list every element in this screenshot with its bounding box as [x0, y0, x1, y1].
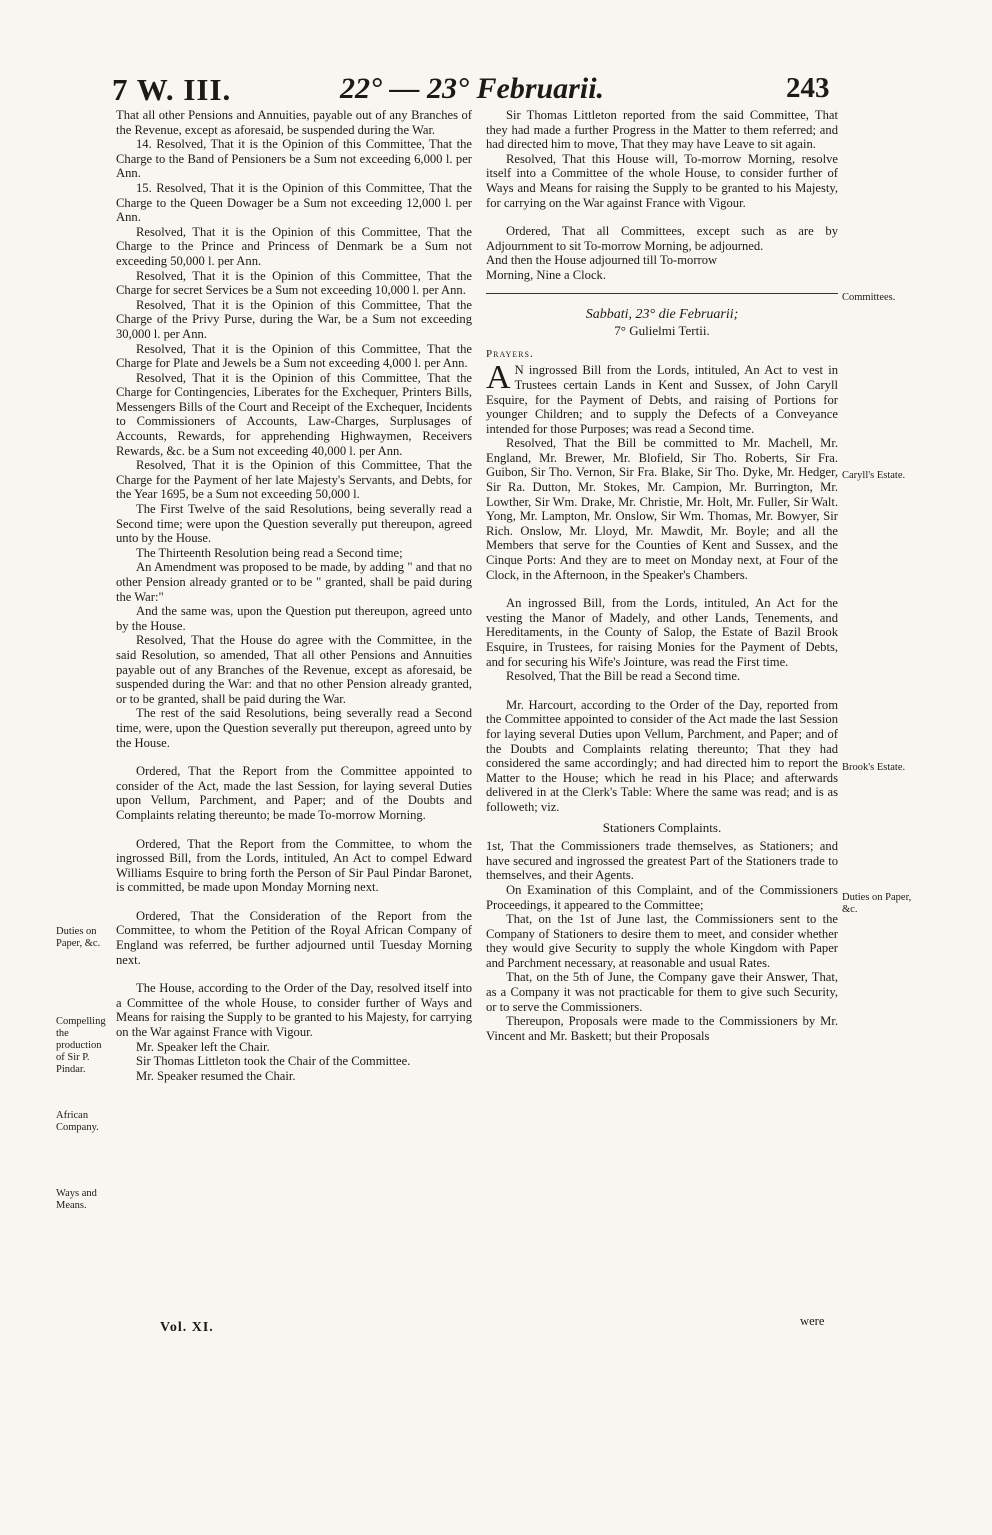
section-divider — [486, 293, 838, 294]
paragraph: Sir Thomas Littleton reported from the said Committee, That they had made a further Progress in the Matter to them referred; and had directed him to move, That they may have Leave to sit again. — [486, 108, 838, 152]
margin-note-caryll-estate: Caryll's Estate. — [842, 470, 906, 481]
margin-note-african-company: African Company. — [56, 1110, 99, 1133]
margin-note-brook-estate: Brook's Estate. — [842, 762, 906, 773]
paragraph: 14. Resolved, That it is the Opinion of this Committee, That the Charge to the Band of Pensioners be a Sum not exceeding 6,000 l. per Ann. — [116, 137, 472, 181]
page-number: 243 — [786, 72, 830, 104]
running-date: 22° — 23° Februarii. — [340, 72, 605, 105]
paragraph: Resolved, That it is the Opinion of this Committee, That the Charge for Plate and Jewels be a Sum not exceeding 4,000 l. per Ann. — [116, 341, 472, 371]
adjournment-line-2: Morning, Nine a Clock. — [486, 267, 606, 282]
paragraph: The Thirteenth Resolution being read a Second time; — [136, 545, 403, 560]
paragraph: The rest of the said Resolutions, being severally read a Second time, were, upon the Question severally put thereupon, agreed unto by the House. — [116, 706, 472, 750]
right-column — [486, 108, 838, 1043]
day-subtitle: 7° Gulielmi Tertii. — [614, 323, 710, 339]
paragraph: Resolved, That it is the Opinion of this Committee, That the Charge for Contingencies, Liberates for the Exchequer, Printers Bills, Messengers Bills of the Court and Receipt of the Exchequer, Incidents to Commissioners of Accounts, Law-Charges, Surplusages of Accounts, Rewards, for apprehending Highwaymen, Receivers Rewards, &c. be a Sum not exceeding 40,000 l. per Ann. — [116, 370, 472, 458]
regnal-year: 7 W. III. — [112, 72, 232, 107]
paragraph-duties-on-paper: Ordered, That the Report from the Committee appointed to consider of the Act, made the last Session, for laying several Duties upon Vellum, Parchment, and Paper; and of the Doubts and Complaints relating thereunto; be made To-morrow Morning. — [116, 764, 472, 822]
paragraph-brook-bill: An ingrossed Bill, from the Lords, intituled, An Act for the vesting the Manor of Madely, and other Lands, Tenements, and Hereditaments, in the County of Salop, the Estate of Bazil Brook Esquire, in Trustees, for raising Monies for the Payment of Debts, and for securing his Wife's Jointure, was read the First time. — [486, 596, 838, 669]
paragraph: Resolved, That this House will, To-morrow Morning, resolve itself into a Committee of the whole House, to consider further of Ways and Means for raising the Supply to be granted to his Majesty, for carrying on the War against France with Vigour. — [486, 151, 838, 210]
paragraph: Mr. Speaker left the Chair. — [136, 1039, 270, 1054]
paragraph: Thereupon, Proposals were made to the Commissioners by Mr. Vincent and Mr. Baskett; but their Proposals — [486, 1014, 838, 1043]
margin-note-duties-on-paper-right: Duties on Paper, &c. — [842, 892, 912, 915]
paragraph-ways-and-means: The House, according to the Order of the Day, resolved itself into a Committee of the whole House, to consider further of Ways and Means for raising the Supply to be granted to his Majesty, for carrying on the War against France with Vigour. — [116, 981, 472, 1040]
paragraph: And the same was, upon the Question put thereupon, agreed unto by the House. — [116, 604, 472, 633]
paragraph-caryll-bill — [486, 359, 838, 436]
paragraph-text: N ingrossed Bill from the Lords, intituled, An Act to vest in Trustees certain Lands in Kent and Sussex, of John Caryll Esquire, for the Payment of Debts, and raising of Portions for younger Children; and to supply the Defects of a Conveyance intended for those Purposes; was read a Second time. — [486, 363, 838, 436]
paragraph: Resolved, That the House do agree with the Committee, in the said Resolution, so amended, That all other Pensions and Annuities payable out of any Branches of the Revenue, except as aforesaid, be suspended during the War: and that no other Pension already granted, or to be granted, shall be paid during the War. — [116, 633, 472, 706]
paragraph-committee-members: Resolved, That the Bill be committed to Mr. Machell, Mr. England, Mr. Brewer, Mr. Blofield, Sir Tho. Roberts, Sir Fra. Guibon, Sir Tho. Vernon, Sir Fra. Blake, Sir Tho. Dyke, Mr. Hedger, Sir Ra. Dutton, Mr. Stokes, Mr. Campion, Mr. Burrington, Mr. Lowther, Sir Wm. Drake, Mr. Christie, Mr. Holt, Mr. Fuller, Sir Walt. Yong, Mr. Lampton, Mr. Onslow, Sir Wm. Thomas, Mr. Bowyer, Sir Rich. Onslow, Mr. Lloyd, Mr. Mawdit, Mr. Boyle; and all the Members that serve for the Counties of Kent and Sussex, and the Cinque Ports: And they are to meet on Monday next, at Four of the Clock, in the Afternoon, in the Speaker's Chambers. — [486, 436, 838, 582]
paragraph: Resolved, That it is the Opinion of this Committee, That the Charge to the Prince and Princess of Denmark be a Sum not exceeding 50,000 l. per Ann. — [116, 224, 472, 268]
margin-note-committees: Committees. — [842, 292, 896, 303]
page-header — [0, 72, 992, 112]
paragraph: Resolved, That the Bill be read a Second time. — [506, 669, 741, 684]
prayers-heading: Prayers. — [486, 347, 534, 360]
adjournment-line-1: And then the House adjourned till To-morrow — [486, 253, 718, 268]
paragraph: The First Twelve of the said Resolutions, being severally read a Second time; were upon the Question severally put thereupon, agreed unto by the House. — [116, 502, 472, 546]
paragraph-african-company: Ordered, That the Consideration of the Report from the Committee, to whom the Petition of the Royal African Company of England was referred, be further adjourned until Tuesday Morning next. — [116, 908, 472, 967]
day-title: Sabbati, 23° die Februarii; — [585, 306, 739, 322]
paragraph-committees: Ordered, That all Committees, except such as are by Adjournment to sit To-morrow Morning, be adjourned. — [486, 224, 838, 253]
left-column — [116, 108, 472, 1083]
stationers-complaints-heading: Stationers Complaints. — [602, 819, 722, 835]
paragraph: On Examination of this Complaint, and of the Commissioners Proceedings, it appeared to the Committee; — [486, 882, 838, 912]
paragraph: That, on the 5th of June, the Company gave their Answer, That, as a Company it was not practicable for them to give such Security, or to serve the Commissioners. — [486, 970, 838, 1014]
paragraph: 1st, That the Commissioners trade themselves, as Stationers; and have secured and ingrossed the greatest Part of the Stationers trade to themselves, and their Agents. — [486, 839, 838, 883]
paragraph: That, on the 1st of June last, the Commissioners sent to the Company of Stationers to desire them to meet, and consider whether they would give Security to supply the whole Kingdom with Paper and Parchment necessary, at reasonable and usual Rates. — [486, 912, 838, 970]
paragraph: Mr. Speaker resumed the Chair. — [136, 1068, 296, 1083]
margin-note-pindar: Compelling the production of Sir P. Pindar. — [56, 1016, 106, 1075]
margin-note-ways-and-means: Ways and Means. — [56, 1188, 97, 1211]
volume-signature: Vol. XI. — [160, 1320, 214, 1335]
paragraph: Resolved, That it is the Opinion of this Committee, That the Charge of the Privy Purse, during the War, be a Sum not exceeding 30,000 l. per Ann. — [116, 297, 472, 341]
paragraph: That all other Pensions and Annuities, payable out of any Branches of the Revenue, except as aforesaid, be suspended during the War. — [116, 108, 472, 137]
paragraph-harcourt-report: Mr. Harcourt, according to the Order of the Day, reported from the Committee appointed to consider of the Act made the last Session for laying several Duties upon Vellum, Parchment, and Paper; and of the Doubts and Complaints relating thereunto; That they had considered the same accordingly; and had directed him to report the Matter to the House; which he read in his Place; and afterwards delivered in at the Clerk's Table: Where the same was read; and is as followeth; viz. — [486, 697, 838, 814]
paragraph: 15. Resolved, That it is the Opinion of this Committee, That the Charge to the Queen Dowager be a Sum not exceeding 12,000 l. per Ann. — [116, 180, 472, 225]
paragraph: Sir Thomas Littleton took the Chair of the Committee. — [136, 1054, 411, 1069]
catchword: were — [800, 1314, 825, 1328]
margin-note-duties-on-paper: Duties on Paper, &c. — [56, 926, 101, 949]
paragraph-pindar: Ordered, That the Report from the Committee, to whom the ingrossed Bill, from the Lords, intituled, An Act to compel Edward Williams Esquire to bring forth the Person of Sir Paul Pindar Baronet, is committed, be made upon Monday Morning next. — [116, 836, 472, 895]
paragraph: Resolved, That it is the Opinion of this Committee, That the Charge for the Payment of her late Majesty's Servants, and Debts, for the Year 1695, be a Sum not exceeding 50,000 l. — [116, 458, 472, 502]
drop-cap: A — [486, 359, 511, 397]
paragraph: Resolved, That it is the Opinion of this Committee, That the Charge for secret Services be a Sum not exceeding 10,000 l. per Ann. — [116, 268, 472, 298]
paragraph: An Amendment was proposed to be made, by adding " and that no other Pension already granted or to be " granted, shall be paid during the War:" — [116, 560, 472, 604]
